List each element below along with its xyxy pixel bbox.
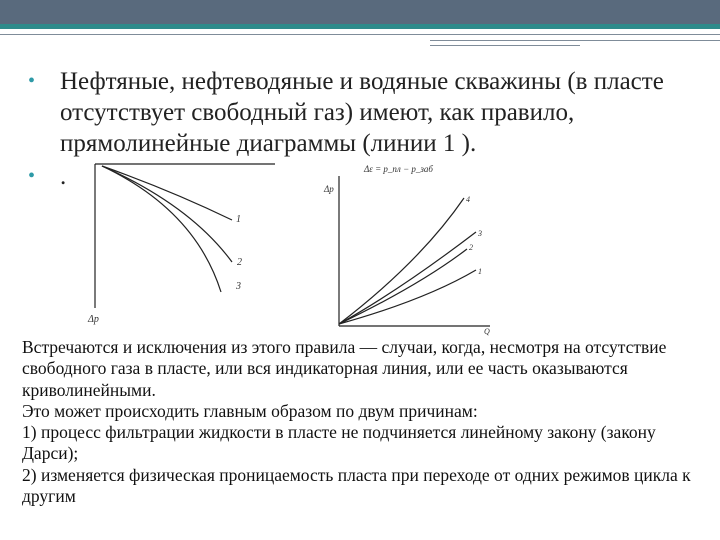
left-diagram	[95, 164, 275, 308]
title-bar	[0, 0, 720, 24]
body-paragraph: Это может происходить главным образом по двум причинам:	[22, 400, 478, 421]
left-axis-label: Δp	[88, 314, 99, 325]
left-curve-3	[102, 166, 221, 292]
right-curve-label: 1	[478, 267, 482, 276]
right-x-label: Q	[484, 327, 490, 336]
right-header-formula: Δε = p_пл − p_заб	[364, 164, 433, 174]
right-curve-label: 3	[478, 229, 482, 238]
title-bar-accent	[0, 24, 720, 29]
body-text	[22, 337, 712, 507]
left-curve-label: 3	[236, 281, 241, 292]
divider-line	[0, 34, 720, 35]
left-curve-2	[102, 166, 232, 262]
indicator-diagrams-figure	[80, 150, 520, 336]
right-curve-3	[339, 232, 476, 324]
left-curve-label: 2	[237, 257, 242, 268]
right-curve-label: 4	[466, 195, 470, 204]
bullet-item	[28, 66, 688, 159]
right-curve-4	[339, 198, 464, 324]
body-paragraph: 2) изменяется физическая проницаемость пласта при переходе от одних режимов цикла к другим	[22, 464, 691, 507]
right-curve-1	[339, 270, 476, 324]
right-curve-label: 2	[469, 243, 473, 252]
bullet-text: Нефтяные, нефтеводяные и водяные скважины (в пласте отсутствует свободный газ) имеют, как правило, прямолинейные диаграммы (линии 1 ).	[60, 68, 664, 157]
divider-line	[430, 40, 720, 41]
left-curve-1	[102, 166, 232, 220]
divider-line	[690, 40, 720, 41]
bullet-text: .	[60, 163, 67, 190]
body-paragraph: 1) процесс фильтрации жидкости в пласте не подчиняется линейному закону (закону Дарси);	[22, 422, 656, 464]
bullet-dot-icon: •	[28, 165, 36, 187]
body-paragraph: Встречаются и исключения из этого правила — случаи, когда, несмотря на отсутствие свободного газа в пласте, или вся индикаторная линия, или ее часть оказываются криволинейными.	[22, 337, 667, 400]
right-axis-label: Δp	[324, 184, 334, 194]
divider-line	[430, 45, 580, 46]
bullet-dot-icon: •	[28, 70, 36, 92]
left-curve-label: 1	[236, 214, 241, 225]
